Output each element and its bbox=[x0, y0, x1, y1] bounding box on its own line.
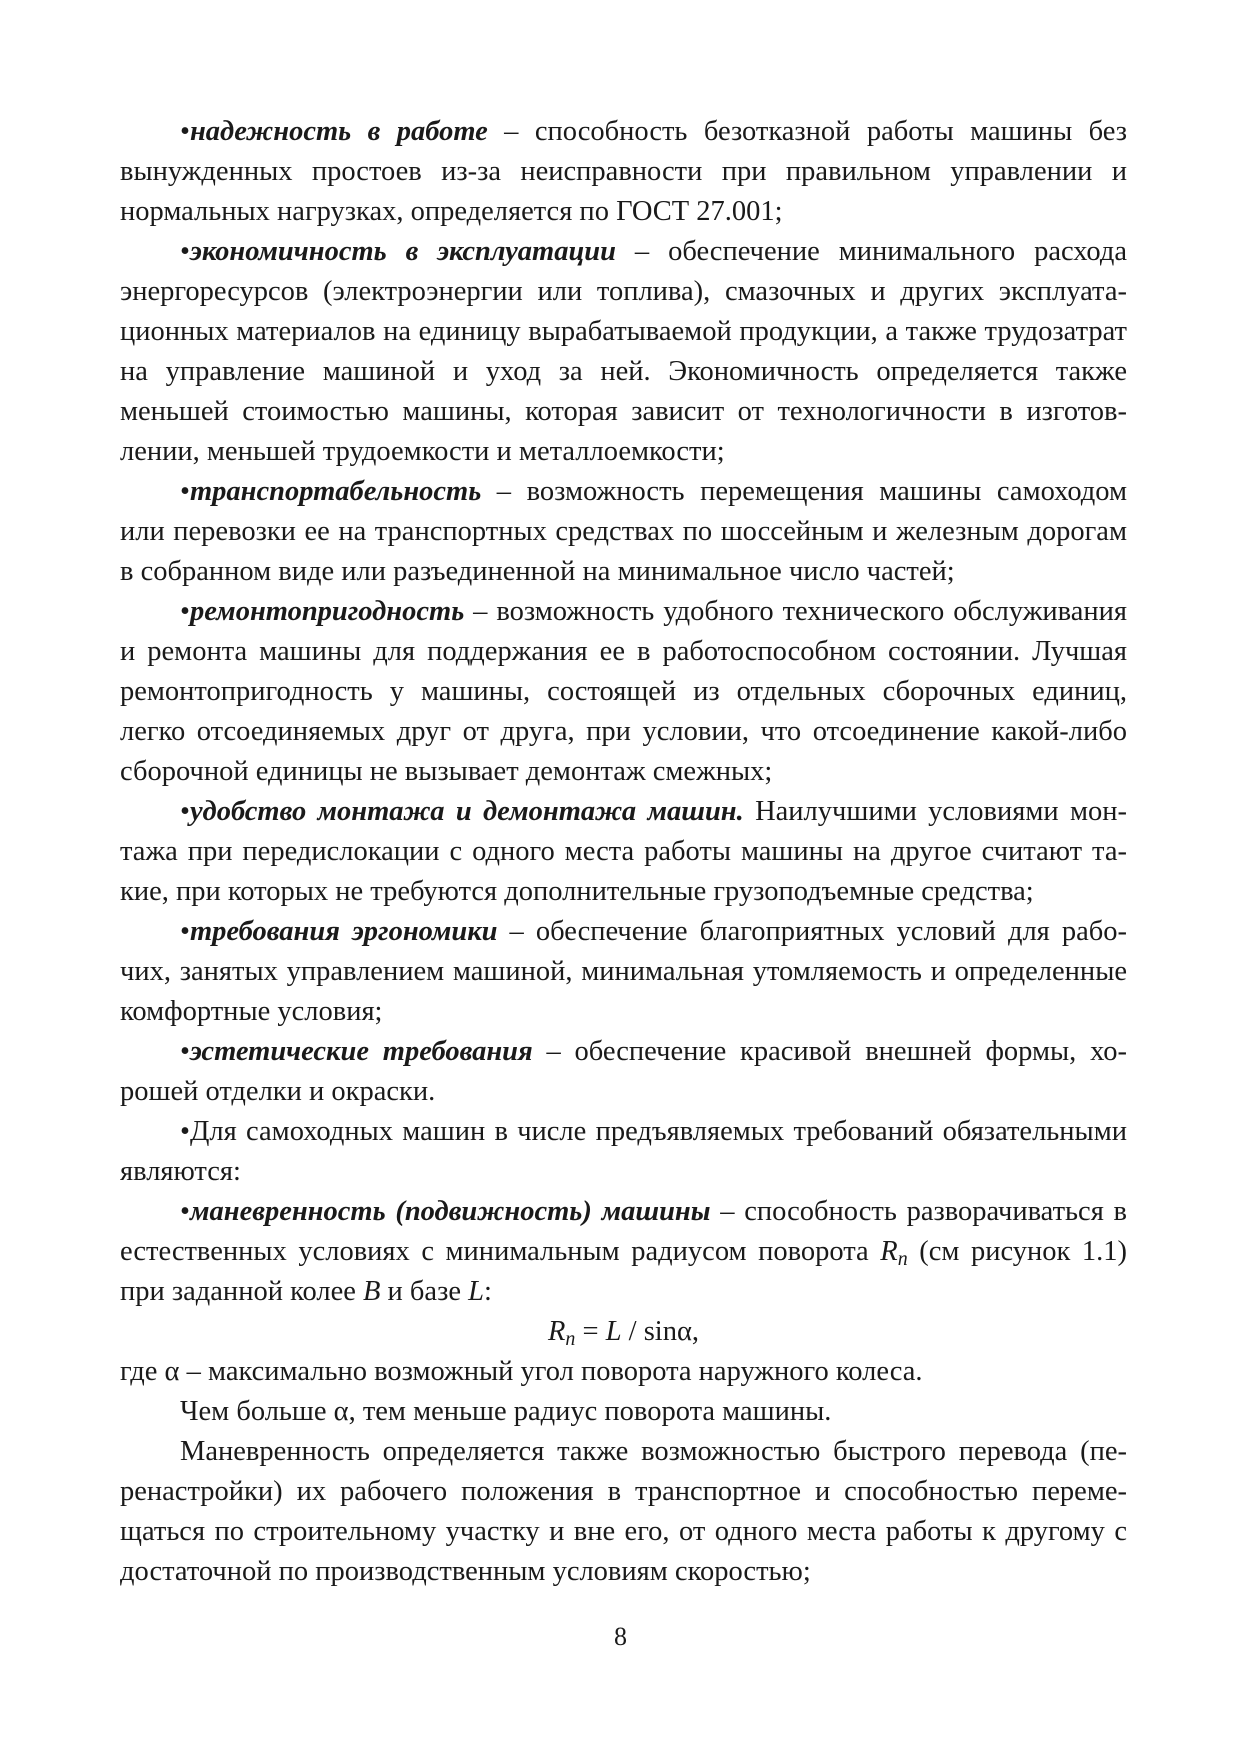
term-reliability: •надежность в работе bbox=[180, 116, 488, 147]
paragraph-text: – обеспечение благоприятных условий для рабочих, занятых управлением машиной, минимальная утомляемость и определенные комфортные условия; bbox=[120, 916, 1127, 1027]
formula-equals: = bbox=[575, 1316, 606, 1347]
paragraph-maneuverability: •маневренность (подвижность) машины – способность разворачиваться в естественных условиях с минимальным радиусом поворота $R_n$ (см рисунок 1.1) при заданной колее B и базе L: bbox=[120, 1196, 1127, 1307]
symbol-b: B bbox=[363, 1276, 381, 1307]
term-ergonomics: •требования эргономики bbox=[180, 916, 498, 947]
page-body bbox=[120, 112, 1127, 1592]
symbol-r: R bbox=[880, 1236, 898, 1267]
paragraph-maintainability bbox=[120, 592, 1127, 792]
paragraph-reliability bbox=[120, 112, 1127, 232]
paragraph-transportability bbox=[120, 472, 1127, 592]
formula-rhs-rest: / sinα, bbox=[621, 1316, 700, 1347]
term-transportability: •транспортабельность bbox=[180, 476, 482, 507]
bullet-marker: • bbox=[180, 916, 190, 947]
paragraph-text: – обеспечение красивой внешней формы, хорошей отделки и окраски. bbox=[120, 1036, 1127, 1107]
paragraph-text: Наилучшими условиями монтажа при передислокации с одного места работы машины на другое считают такие, при которых не требуются дополнительные грузоподъемные средства; bbox=[120, 796, 1127, 907]
term-maintainability: •ремонтопригодность bbox=[180, 596, 465, 627]
paragraph-assembly bbox=[120, 792, 1127, 912]
turn-radius-formula bbox=[120, 1312, 1127, 1352]
term-assembly: •удобство монтажа и демонтажа машин. bbox=[180, 796, 744, 827]
bullet-marker: • bbox=[180, 236, 190, 267]
formula-explanation: где α – максимально возможный угол поворота наружного колеса. bbox=[120, 1356, 923, 1387]
paragraph-text: – способность безотказной работы машины без вынужденных простоев из-за неисправности при правильном управлении и нормальных нагрузках, определяется по ГОСТ 27.001; bbox=[120, 116, 1127, 227]
bullet-marker: • bbox=[180, 596, 190, 627]
paragraph-ergonomics bbox=[120, 912, 1127, 1032]
bullet-marker: • bbox=[180, 1196, 190, 1227]
bullet-marker: • bbox=[180, 1036, 190, 1067]
formula-lhs: R bbox=[547, 1316, 566, 1347]
paragraph-maneuver-extra: Маневренность определяется также возможностью быстрого перевода (перенастройки) их рабочего положения в транспортное и способностью перемещаться по строительному участку и вне его, от одного места работы к другому с достаточной по производственным условиям скоростью; bbox=[120, 1436, 1127, 1587]
paragraph-text: – обеспечение минимального расхода энергоресурсов (электроэнергии или топлива), смазочных и других эксплуатационных материалов на единицу вырабатываемой продукции, а также трудозатрат на управление машиной и уход за ней. Экономичность определяется также меньшей стоимостью машины, которая зависит от технологичности в изготовлении, меньшей трудоемкости и металлоемкости; bbox=[120, 236, 1127, 467]
paragraph-economy bbox=[120, 232, 1127, 472]
term-aesthetics: •эстетические требования bbox=[180, 1036, 533, 1067]
bullet-marker: • bbox=[180, 116, 190, 147]
paragraph-text: – возможность удобного технического обслуживания и ремонта машины для поддержания ее в работоспособном состоянии. Лучшая ремонтопригодность у машины, состоящей из отдельных сборочных единиц, легко отсоединяемых друг от друга, при условии, что отсоединение какой-либо сборочной единицы не вызывает демонтаж смежных; bbox=[120, 596, 1127, 787]
paragraph-text: – возможность перемещения машины самоходом или перевозки ее на транспортных средствах по шоссейным и железным дорогам в собранном виде или разъединенной на минимальное число частей; bbox=[120, 476, 1127, 587]
page-number: 8 bbox=[614, 1622, 627, 1651]
paragraph-text: Для самоходных машин в числе предъявляемых требований обязательными являются: bbox=[120, 1116, 1127, 1187]
term-economy: •экономичность в эксплуатации bbox=[180, 236, 617, 267]
paragraph-self-propelled bbox=[120, 1112, 1127, 1192]
paragraph-alpha-note: Чем больше α, тем меньше радиус поворота машины. bbox=[180, 1396, 832, 1427]
term-maneuverability: •маневренность (подвижность) машины bbox=[180, 1196, 711, 1227]
bullet-marker: • bbox=[180, 1116, 190, 1147]
symbol-l: L bbox=[468, 1276, 484, 1307]
formula-rhs-symbol: L bbox=[605, 1316, 622, 1347]
bullet-marker: • bbox=[180, 476, 190, 507]
symbol-r-subscript: n bbox=[897, 1247, 908, 1270]
formula-lhs-subscript: n bbox=[565, 1327, 576, 1350]
bullet-marker: • bbox=[180, 796, 190, 827]
paragraph-aesthetics bbox=[120, 1032, 1127, 1112]
